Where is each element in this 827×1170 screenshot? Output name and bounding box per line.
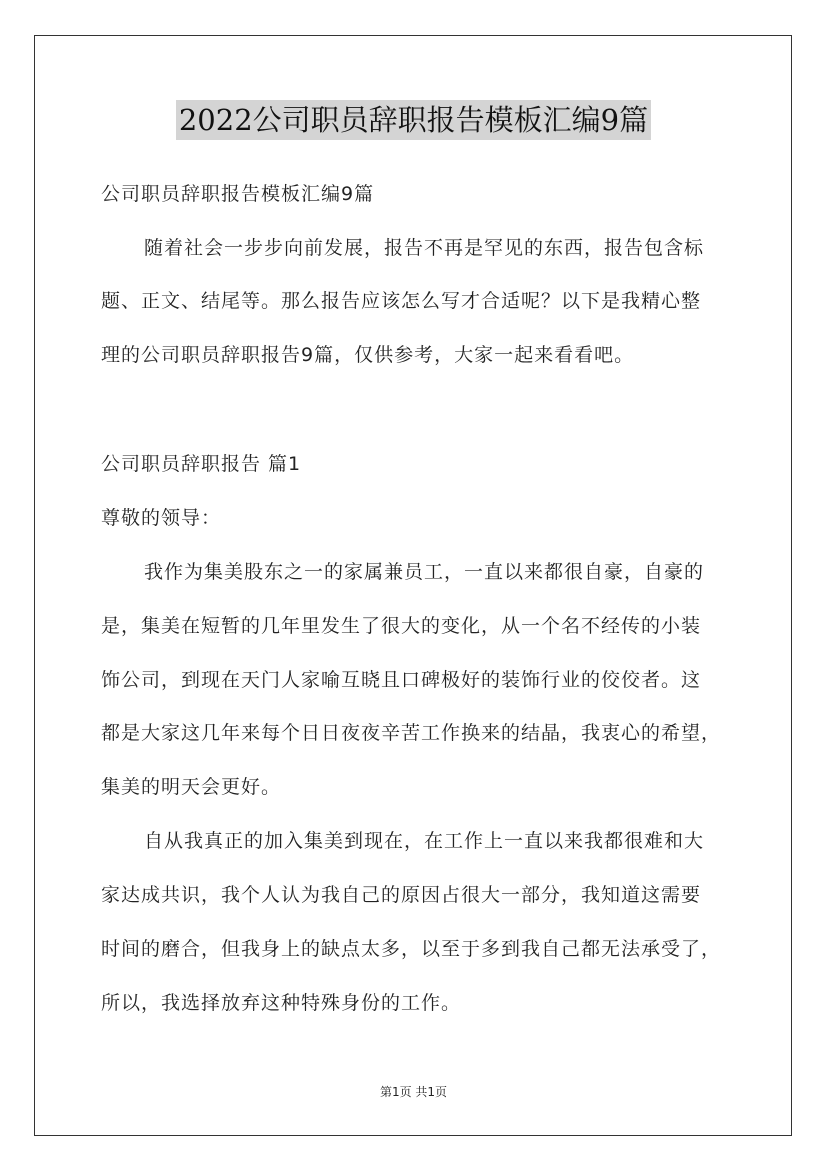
paragraph-line: 时间的磨合，但我身上的缺点太多，以至于多到我自己都无法承受了， [101, 938, 722, 960]
paragraph-line: 集美的明天会更好。 [101, 776, 282, 798]
paragraph-line: 家达成共识，我个人认为我自己的原因占很大一部分，我知道这需要 [101, 884, 702, 906]
paragraph-line: 是，集美在短暂的几年里发生了很大的变化，从一个名不经传的小装 [101, 615, 702, 637]
intro-line: 随着社会一步步向前发展，报告不再是罕见的东西，报告包含标 [144, 237, 705, 259]
salutation: 尊敬的领导： [101, 507, 222, 529]
document-title: 2022公司职员辞职报告模板汇编9篇 [176, 100, 651, 140]
intro-line: 题、正文、结尾等。那么报告应该怎么写才合适呢？以下是我精心整 [101, 290, 702, 312]
paragraph-line: 饰公司，到现在天门人家喻互晓且口碑极好的装饰行业的佼佼者。这 [101, 669, 702, 691]
paragraph-line: 所以，我选择放弃这种特殊身份的工作。 [101, 992, 462, 1014]
title-container [0, 100, 827, 140]
document-subtitle: 公司职员辞职报告模板汇编9篇 [101, 183, 375, 205]
intro-line: 理的公司职员辞职报告9篇，仅供参考，大家一起来看看吧。 [101, 344, 635, 366]
page-footer: 第1页 共1页 [379, 1085, 448, 1099]
paragraph-line: 都是大家这几年来每个日日夜夜辛苦工作换来的结晶，我衷心的希望， [101, 722, 722, 744]
paragraph-line: 我作为集美股东之一的家属兼员工，一直以来都很自豪，自豪的 [144, 561, 705, 583]
paragraph-line: 自从我真正的加入集美到现在，在工作上一直以来我都很难和大 [144, 830, 705, 852]
section-heading: 公司职员辞职报告 篇1 [101, 453, 302, 475]
